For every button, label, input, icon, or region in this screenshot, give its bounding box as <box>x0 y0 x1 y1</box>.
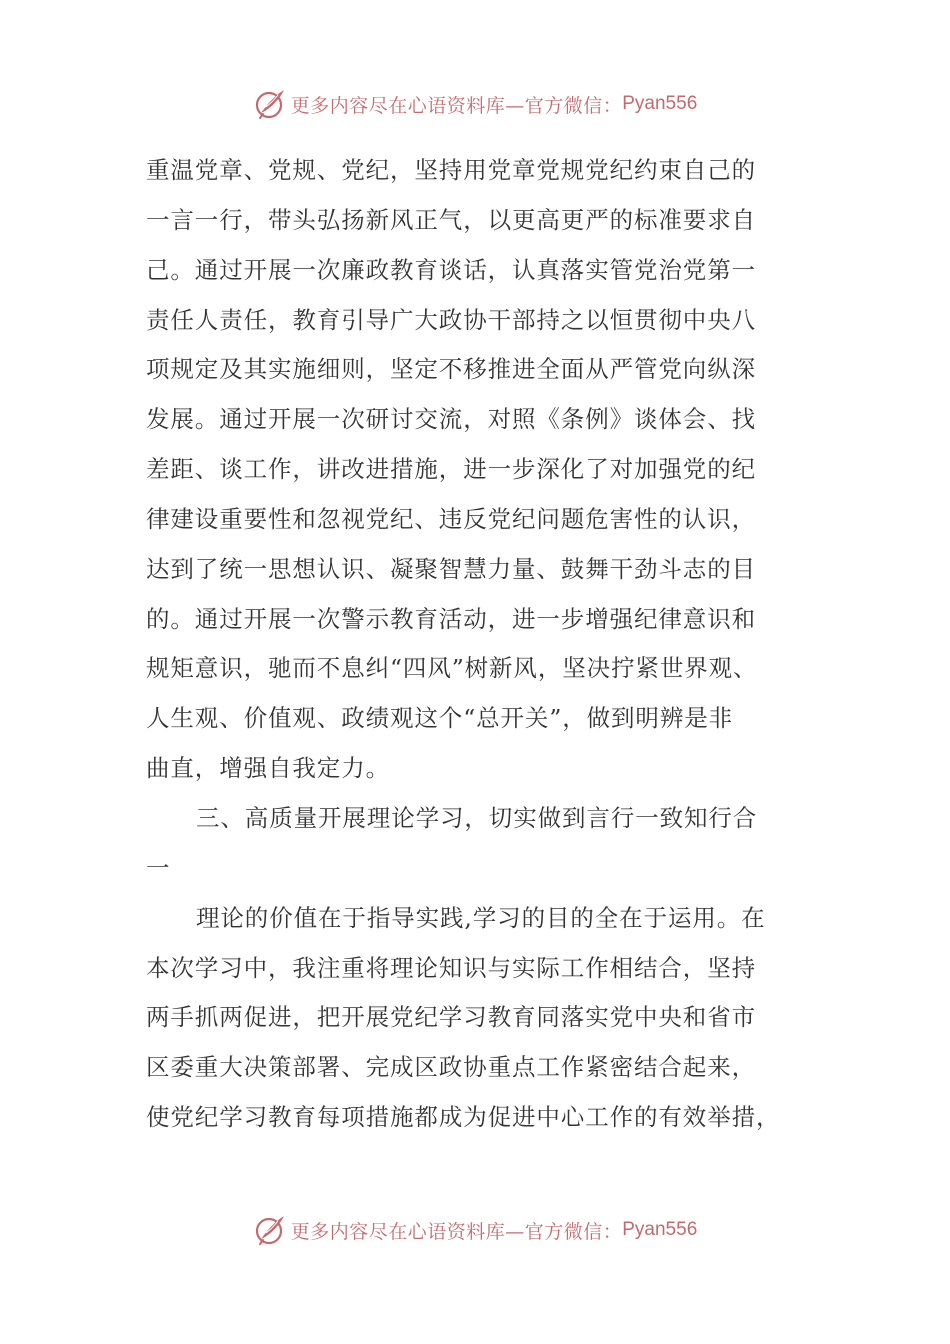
text-line: 理论的价值在于指导实践,学习的目的全在于运用。在 <box>196 903 766 932</box>
body-text <box>146 146 806 1143</box>
header-banner <box>0 84 950 124</box>
text-line: 一言一行，带头弘扬新风正气，以更高更严的标准要求自 <box>146 205 756 234</box>
text-line: 本次学习中，我注重将理论知识与实际工作相结合，坚持 <box>146 953 756 982</box>
text-line: 曲直，增强自我定力。 <box>146 754 390 783</box>
text-line: 使党纪学习教育每项措施都成为促进中心工作的有效举措， <box>146 1103 781 1132</box>
text-line: 达到了统一思想认识、凝聚智慧力量、鼓舞干劲斗志的目 <box>146 554 756 583</box>
text-line: 责任人责任，教育引导广大政协干部持之以恒贯彻中央八 <box>146 305 756 334</box>
text-line: 发展。通过开展一次研讨交流，对照《条例》谈体会、找 <box>146 405 756 434</box>
text-line: 己。通过开展一次廉政教育谈话，认真落实管党治党第一 <box>146 255 756 284</box>
banner-text: 更多内容尽在心语资料库—官方微信： <box>290 1220 623 1243</box>
text-line: 的。通过开展一次警示教育活动，进一步增强纪律意识和 <box>146 604 756 633</box>
text-line: 区委重大决策部署、完成区政协重点工作紧密结合起来， <box>146 1053 756 1082</box>
text-line: 律建设重要性和忽视党纪、违反党纪问题危害性的认识， <box>146 504 756 533</box>
text-line: 重温党章、党规、党纪，坚持用党章党规党纪约束自己的 <box>146 156 756 184</box>
quill-pen-logo-icon <box>253 1213 287 1247</box>
section-heading: 三、高质量开展理论学习，切实做到言行一致知行合 <box>196 803 758 832</box>
footer-banner <box>0 1210 950 1250</box>
text-line: 规矩意识，驰而不息纠“四风”树新风，坚决拧紧世界观、 <box>146 654 758 683</box>
banner-text: 更多内容尽在心语资料库—官方微信： <box>290 94 623 117</box>
text-line: 两手抓两促进，把开展党纪学习教育同落实党中央和省市 <box>146 1003 756 1032</box>
section-heading-continuation: 一 <box>146 853 171 882</box>
quill-pen-logo-icon <box>253 87 287 121</box>
wechat-id: Pyan556 <box>622 1219 698 1240</box>
text-line: 项规定及其实施细则，坚定不移推进全面从严管党向纵深 <box>146 355 756 384</box>
wechat-id: Pyan556 <box>622 93 698 114</box>
text-line: 人生观、价值观、政绩观这个“总开关”，做到明辨是非 <box>146 704 734 733</box>
text-line: 差距、谈工作，讲改进措施，进一步深化了对加强党的纪 <box>146 455 756 484</box>
